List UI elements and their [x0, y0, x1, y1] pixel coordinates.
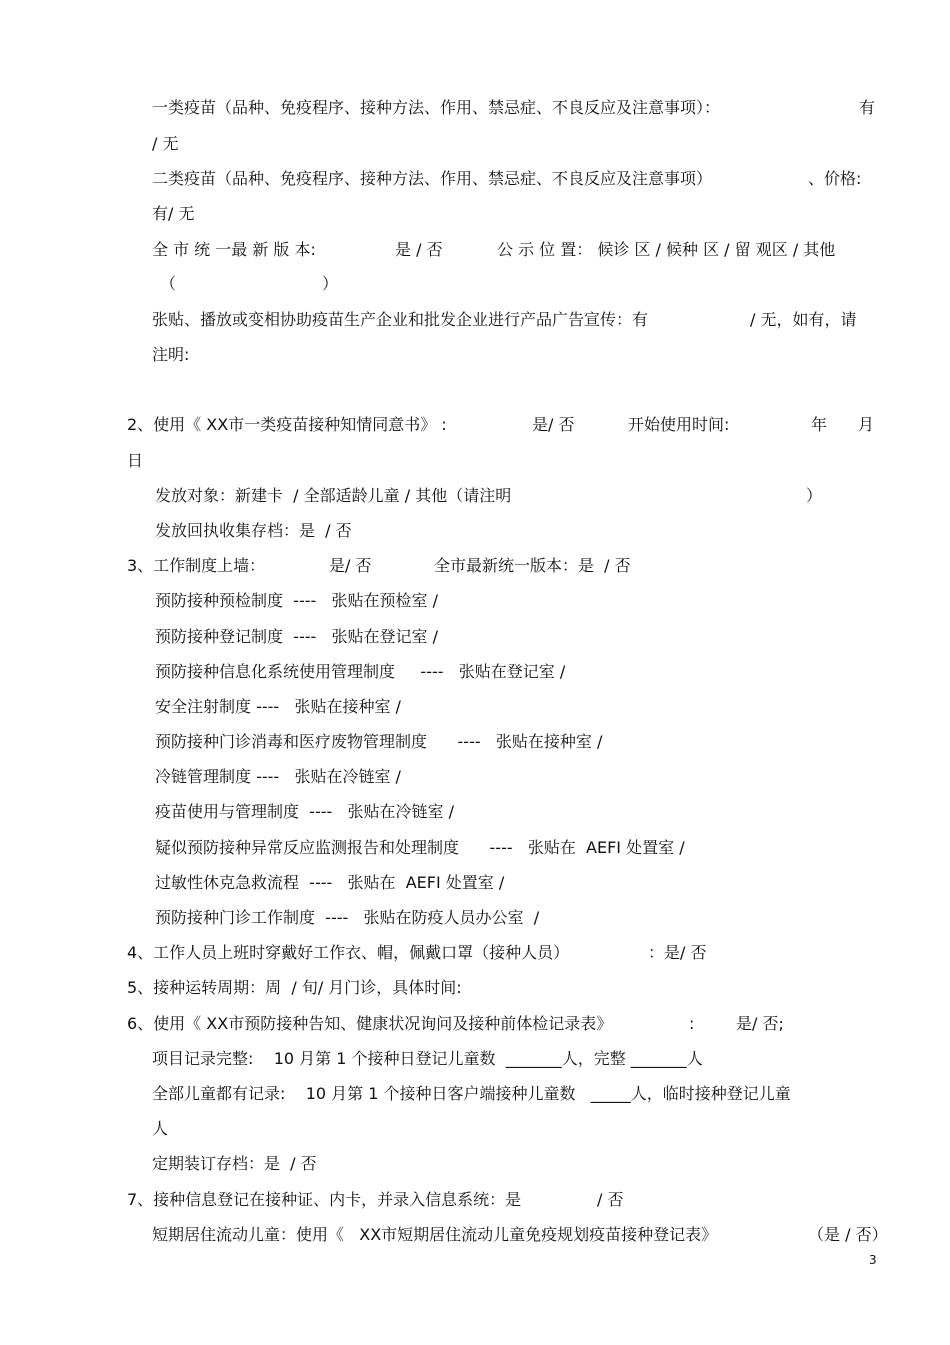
item5-line: 5、接种运转周期：周 / 旬/ 月门诊，具体时间:: [127, 978, 462, 997]
item6-complete-line: 项目记录完整: 10 月第 1 个接种日登记儿童数 _______人，完整 _______人: [152, 1049, 703, 1068]
item7-option: / 否: [597, 1190, 624, 1209]
page-number: 3: [869, 1253, 877, 1267]
class2-price-label: 、价格:: [808, 169, 862, 188]
rule-item: 预防接种登记制度 ---- 张贴在登记室 /: [155, 627, 439, 646]
item6-record-unit: 人: [152, 1119, 169, 1138]
item6-record-line: 全部儿童都有记录: 10 月第 1 个接种日客户端接种儿童数 _____人，临时接种登记儿童: [152, 1084, 791, 1103]
class2-option: 有/ 无: [152, 204, 195, 223]
class2-vaccine-line: 二类疫苗（品种、免疫程序、接种方法、作用、禁忌症、不良反应及注意事项）: [152, 169, 713, 188]
rule-item: 预防接种门诊工作制度 ---- 张贴在防疫人员办公室 /: [155, 908, 540, 927]
item3-unified: 全市最新统一版本：是 / 否: [434, 556, 631, 575]
item2-issue-close: ）: [806, 486, 823, 505]
rule-item: 预防接种信息化系统使用管理制度 ---- 张贴在登记室 /: [155, 662, 566, 681]
item6-colon: :: [689, 1014, 695, 1033]
unified-version-option: 是 / 否: [395, 240, 443, 259]
item6-binding: 定期装订存档：是 / 否: [152, 1154, 317, 1173]
advertising-note: 注明:: [152, 345, 190, 364]
unified-version-label: 全 市 统 一最 新 版 本:: [152, 240, 316, 259]
item7-short-term: 短期居住流动儿童：使用《 XX市短期居住流动儿童免疫规划疫苗接种登记表》: [152, 1225, 718, 1244]
item3-option: 是/ 否: [329, 556, 372, 575]
rule-item: 安全注射制度 ---- 张贴在接种室 /: [155, 697, 401, 716]
item2-month: 月: [858, 415, 875, 434]
paren-open: （: [160, 274, 177, 293]
item2-receipt: 发放回执收集存档：是 / 否: [155, 521, 352, 540]
item3-line: 3、工作制度上墙：: [127, 556, 266, 575]
rule-item: 疫苗使用与管理制度 ---- 张贴在冷链室 /: [155, 802, 455, 821]
item2-line: 2、使用《 XX市一类疫苗接种知情同意书》 :: [127, 415, 447, 434]
item2-start-time: 开始使用时间:: [628, 415, 730, 434]
posting-location: 公 示 位 置： 候诊 区 / 候种 区 / 留 观区 / 其他: [497, 240, 836, 259]
item2-year: 年: [811, 415, 828, 434]
rule-item: 预防接种预检制度 ---- 张贴在预检室 /: [155, 591, 439, 610]
rule-item: 预防接种门诊消毒和医疗废物管理制度 ---- 张贴在接种室 /: [155, 732, 603, 751]
advertising-option: / 无，如有，请: [750, 310, 857, 329]
item6-line: 6、使用《 XX市预防接种告知、健康状况询问及接种前体检记录表》: [127, 1014, 613, 1033]
item4-option: ：是/ 否: [648, 943, 707, 962]
advertising-line: 张贴、播放或变相协助疫苗生产企业和批发企业进行产品广告宣传：有: [152, 310, 649, 329]
item2-day: 日: [127, 451, 144, 470]
item7-line: 7、接种信息登记在接种证、内卡，并录入信息系统：是: [127, 1190, 522, 1209]
paren-close: ）: [322, 274, 339, 293]
item2-option: 是/ 否: [532, 415, 575, 434]
class1-option-yes: 有: [859, 98, 876, 117]
rule-item: 过敏性休克急救流程 ---- 张贴在 AEFI 处置室 /: [155, 873, 505, 892]
class1-vaccine-line: 一类疫苗（品种、免疫程序、接种方法、作用、禁忌症、不良反应及注意事项）：: [152, 98, 721, 117]
item4-line: 4、工作人员上班时穿戴好工作衣、帽，佩戴口罩（接种人员）: [127, 943, 570, 962]
item6-option: 是/ 否;: [736, 1014, 784, 1033]
item2-issue-target: 发放对象：新建卡 / 全部适龄儿童 / 其他（请注明: [155, 486, 512, 505]
class1-option-no: / 无: [152, 134, 179, 153]
rule-item: 冷链管理制度 ---- 张贴在冷链室 /: [155, 767, 401, 786]
item7-short-term-option: （是 / 否）: [808, 1225, 888, 1244]
rule-item: 疑似预防接种异常反应监测报告和处理制度 ---- 张贴在 AEFI 处置室 /: [155, 838, 685, 857]
